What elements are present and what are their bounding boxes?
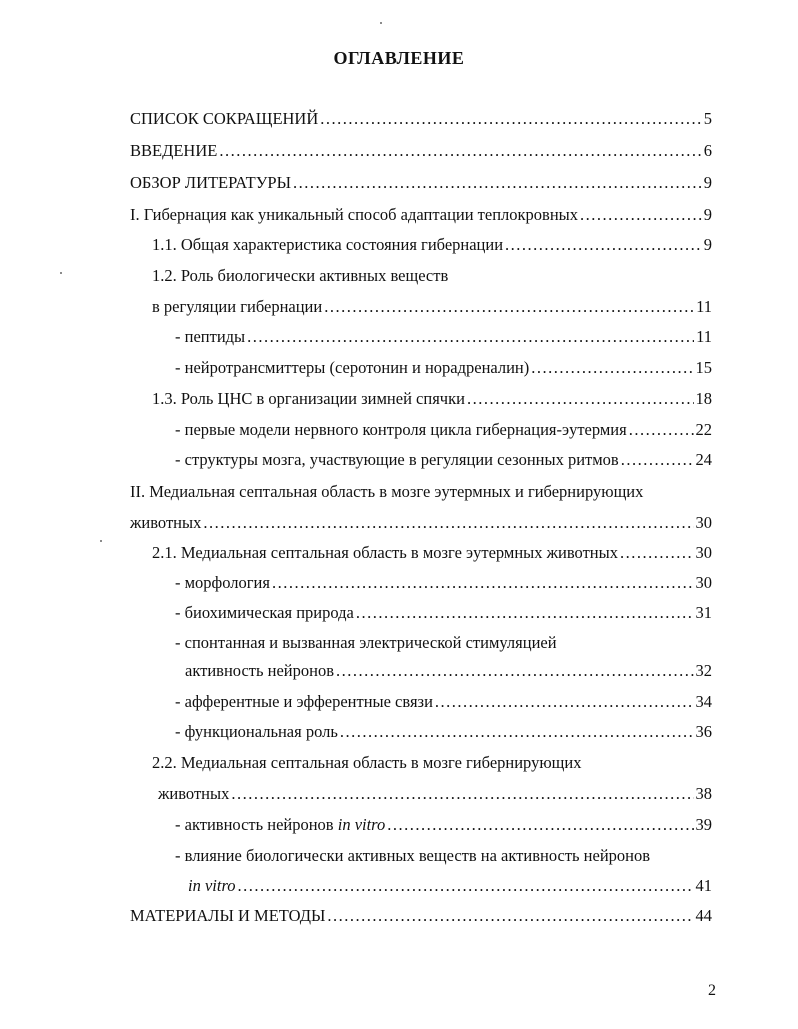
dot-leader	[580, 205, 702, 225]
dot-leader	[387, 815, 693, 835]
dot-leader	[531, 358, 693, 378]
toc-page-number: 31	[695, 603, 712, 622]
toc-entry[interactable]	[175, 420, 712, 440]
toc-entry-text: II. Медиальная септальная область в мозге эутермных и гибернирующих	[130, 482, 644, 501]
toc-entry-text: в регуляции гибернации	[152, 297, 323, 316]
toc-entry[interactable]	[130, 906, 712, 926]
dot-leader	[203, 513, 693, 533]
toc-entry[interactable]	[188, 876, 712, 896]
toc-page-number: 11	[696, 327, 712, 346]
toc-entry-text: - пептиды	[175, 327, 246, 346]
page-title: ОГЛАВЛЕНИЕ	[333, 48, 465, 68]
dot-leader	[621, 450, 694, 470]
dot-leader	[320, 109, 701, 129]
toc-entry-text: - структуры мозга, участвующие в регуляции сезонных ритмов	[175, 450, 619, 469]
scan-speck	[380, 22, 382, 24]
dot-leader	[247, 327, 694, 347]
scan-speck	[100, 540, 102, 542]
dot-leader	[336, 661, 694, 681]
dot-leader	[620, 543, 694, 563]
toc-page-number: 22	[695, 420, 712, 439]
toc-entry-text: - влияние биологически активных веществ на активность нейронов	[175, 846, 651, 865]
toc-entry[interactable]	[130, 141, 712, 161]
toc-entry[interactable]	[130, 513, 712, 533]
dot-leader	[435, 692, 694, 712]
toc-entry-text: животных	[158, 784, 230, 803]
dot-leader	[231, 784, 693, 804]
dot-leader	[219, 141, 701, 161]
toc-entry-italic-text: in vitro	[337, 815, 386, 834]
toc-page-number: 36	[695, 722, 712, 741]
toc-entry-heading	[130, 482, 643, 502]
toc-entry[interactable]	[158, 784, 712, 804]
toc-entry[interactable]	[175, 692, 712, 712]
toc-entry[interactable]	[175, 327, 712, 347]
toc-entry-text: - функциональная роль	[175, 722, 338, 741]
toc-entry-text: ОБЗОР ЛИТЕРАТУРЫ	[130, 173, 291, 192]
toc-entry-text: I. Гибернация как уникальный способ адаптации теплокровных	[130, 205, 579, 224]
toc-entry[interactable]	[175, 722, 712, 742]
toc-page-number: 41	[695, 876, 712, 895]
toc-page-number: 11	[696, 297, 712, 316]
toc-entry[interactable]	[175, 450, 712, 470]
toc-entry-text: 1.1. Общая характеристика состояния гибернации	[152, 235, 504, 254]
toc-entry[interactable]	[152, 389, 712, 409]
toc-entry-text: МАТЕРИАЛЫ И МЕТОДЫ	[130, 906, 326, 925]
toc-page-number: 9	[703, 205, 712, 224]
toc-page-number: 15	[695, 358, 712, 377]
toc-entry-text: ВВЕДЕНИЕ	[130, 141, 218, 160]
toc-entry-text: - морфология	[175, 573, 270, 592]
toc-page-number: 9	[703, 235, 712, 254]
dot-leader	[324, 297, 694, 317]
dot-leader	[327, 906, 693, 926]
toc-entry-heading	[175, 633, 557, 653]
toc-entry-heading	[152, 266, 448, 286]
toc-page-number: 24	[695, 450, 712, 469]
dot-leader	[505, 235, 702, 255]
toc-entry-text: - активность нейронов in vitro	[175, 815, 386, 834]
toc-entry[interactable]	[152, 543, 712, 563]
toc-page-number: 39	[695, 815, 712, 834]
toc-entry[interactable]	[130, 205, 712, 225]
dot-leader	[467, 389, 694, 409]
toc-page-number: 32	[695, 661, 712, 680]
toc-page-number: 9	[703, 173, 712, 192]
toc-page-number: 30	[695, 573, 712, 592]
toc-entry-text: активность нейронов	[185, 661, 334, 680]
toc-entry-text: 2.1. Медиальная септальная область в мозге эутермных животных	[152, 543, 618, 562]
toc-page-number: 6	[703, 141, 712, 160]
toc-entry[interactable]	[130, 109, 712, 129]
toc-entry[interactable]	[152, 297, 712, 317]
toc-page-number: 38	[695, 784, 712, 803]
toc-page-number: 30	[695, 513, 712, 532]
toc-entry[interactable]	[152, 235, 712, 255]
page-number: 2	[708, 982, 716, 999]
toc-page-number: 30	[695, 543, 712, 562]
toc-page-number: 34	[695, 692, 712, 711]
toc-entry-text: - первые модели нервного контроля цикла гибернация-эутермия	[175, 420, 627, 439]
dot-leader	[340, 722, 694, 742]
toc-entry-text: 2.2. Медиальная септальная область в мозге гибернирующих	[152, 753, 582, 772]
toc-entry-text: in vitro	[188, 876, 236, 895]
toc-entry-text: - биохимическая природа	[175, 603, 354, 622]
dot-leader	[238, 876, 694, 896]
dot-leader	[356, 603, 694, 623]
toc-entry[interactable]	[175, 358, 712, 378]
toc-entry-heading	[152, 753, 581, 773]
toc-page-number: 5	[703, 109, 712, 128]
toc-entry[interactable]	[185, 661, 712, 681]
toc-entry-text: 1.2. Роль биологически активных веществ	[152, 266, 449, 285]
toc-entry-text: 1.3. Роль ЦНС в организации зимней спячки	[152, 389, 465, 408]
toc-entry[interactable]	[175, 573, 712, 593]
toc-page-number: 18	[695, 389, 712, 408]
dot-leader	[272, 573, 694, 593]
dot-leader	[629, 420, 694, 440]
toc-entry-text: - нейротрансмиттеры (серотонин и норадреналин)	[175, 358, 530, 377]
toc-entry[interactable]	[175, 603, 712, 623]
toc-page-number: 44	[695, 906, 712, 925]
toc-entry-text: СПИСОК СОКРАЩЕНИЙ	[130, 109, 319, 128]
toc-entry[interactable]	[175, 815, 712, 835]
scan-speck	[60, 272, 62, 274]
toc-entry-text: - афферентные и эфферентные связи	[175, 692, 433, 711]
toc-entry-heading	[175, 846, 650, 866]
toc-entry-text: - спонтанная и вызванная электрической стимуляцией	[175, 633, 557, 652]
toc-entry[interactable]	[130, 173, 712, 193]
dot-leader	[293, 173, 702, 193]
toc-entry-text: животных	[130, 513, 202, 532]
